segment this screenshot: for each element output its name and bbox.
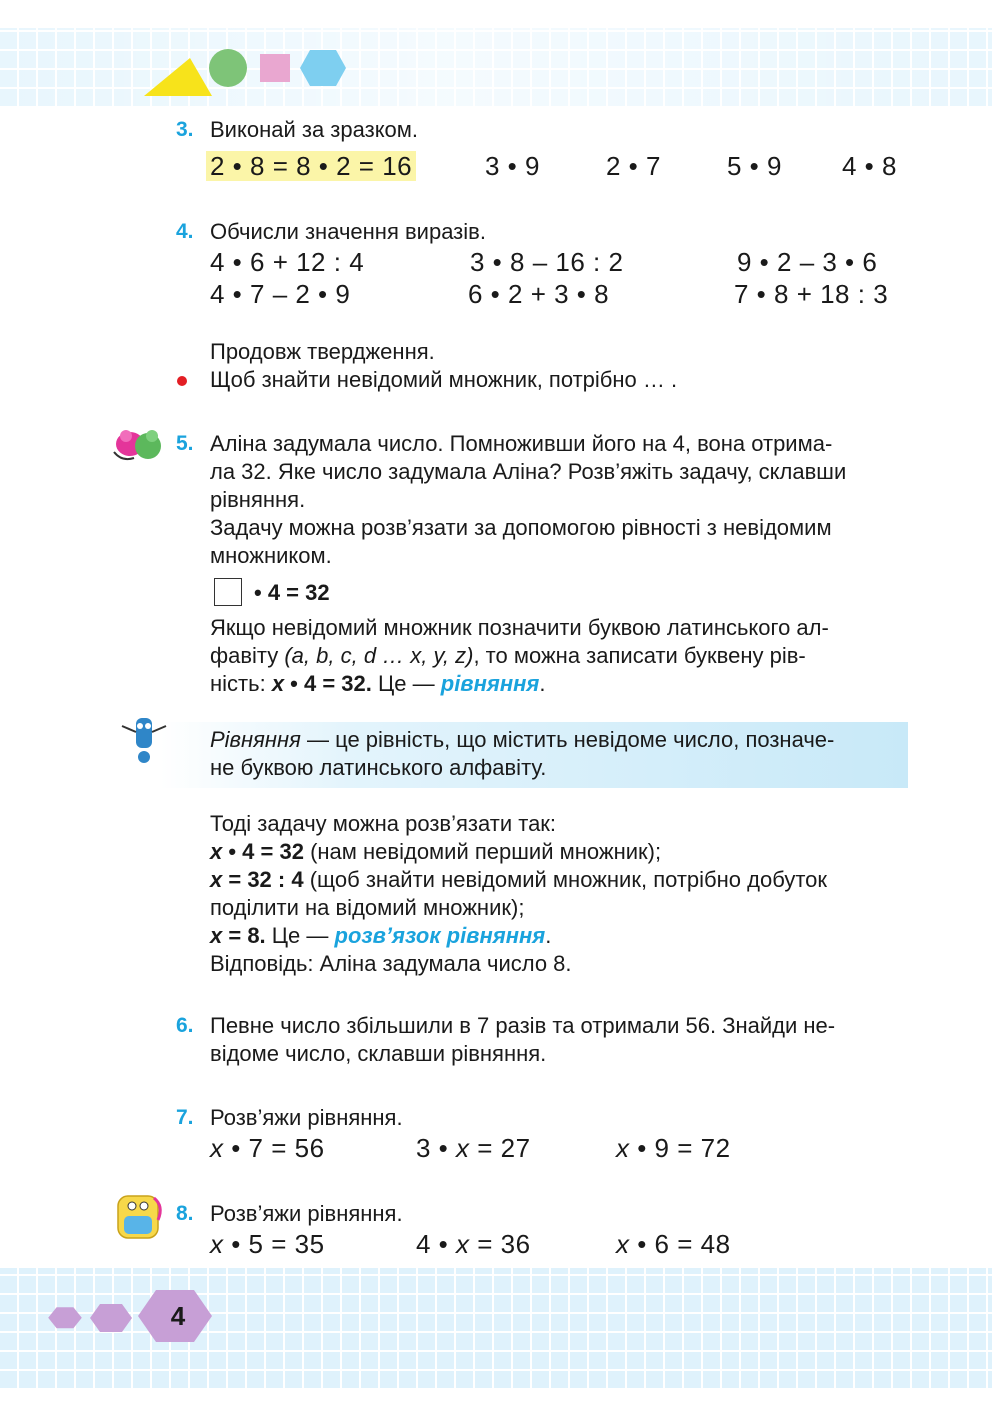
equation: x • 5 = 35	[210, 1229, 325, 1259]
task-instruction: Розв’яжи рівняння.	[210, 1105, 403, 1130]
task-number: 8.	[176, 1202, 194, 1225]
equation: 4 • x = 36	[416, 1229, 531, 1259]
problem-text-line: ла 32. Яке число задумала Аліна? Розв’яжіть задачу, склавши	[210, 459, 847, 484]
empty-box-icon	[214, 578, 242, 606]
task-number: 3.	[176, 118, 194, 141]
solution-step: x • 4 = 32 (нам невідомий перший множник);	[210, 839, 662, 864]
task-number: 7.	[176, 1106, 194, 1129]
problem-text-line: фавіту (a, b, c, d … x, y, z), то можна записати буквену рів-	[210, 643, 806, 668]
definition-line: Рівняння — це рівність, що містить невідоме число, позначе-	[210, 727, 835, 752]
expression: 3 • 8 – 16 : 2	[470, 247, 624, 277]
expression: 6 • 2 + 3 • 8	[468, 279, 610, 309]
equation: 3 • x = 27	[416, 1133, 531, 1163]
equation: x • 9 = 72	[616, 1133, 731, 1163]
shapes-decoration	[140, 44, 350, 100]
task-instruction: Розв’яжи рівняння.	[210, 1201, 403, 1226]
problem-text-line: Певне число збільшили в 7 разів та отримали 56. Знайди не-	[210, 1013, 836, 1038]
task-number: 5.	[176, 432, 194, 455]
task-number: 4.	[176, 220, 194, 243]
exercise-item: 3 • 9	[485, 151, 540, 181]
exercise-item: 5 • 9	[727, 151, 782, 181]
problem-text-line: Якщо невідомий множник позначити буквою латинського ал-	[210, 615, 829, 640]
task-instruction: Обчисли значення виразів.	[210, 219, 486, 244]
solution-step: x = 32 : 4 (щоб знайти невідомий множник, потрібно добуток	[210, 867, 828, 892]
exercise-item: 2 • 7	[606, 151, 661, 181]
circle-icon	[209, 49, 247, 87]
page-number: 4	[170, 1301, 186, 1331]
problem-text-line: Аліна задумала число. Помноживши його на 4, вона отрима-	[210, 431, 833, 456]
bullet-icon	[177, 376, 187, 386]
hexagon-icon	[300, 50, 346, 86]
continue-label: Продовж твердження.	[210, 339, 435, 364]
statement: Щоб знайти невідомий множник, потрібно … .	[210, 367, 678, 392]
equation: x • 7 = 56	[210, 1133, 325, 1163]
backpack-homework-icon	[110, 1186, 166, 1242]
expression: 4 • 7 – 2 • 9	[210, 279, 351, 309]
box-equation: • 4 = 32	[214, 578, 330, 607]
expression: 7 • 8 + 18 : 3	[734, 279, 889, 309]
expression: 4 • 6 + 12 : 4	[210, 247, 365, 277]
solution-step: x = 8. Це — розв’язок рівняння.	[210, 923, 552, 948]
equation: x • 6 = 48	[616, 1229, 731, 1259]
problem-text-line: рівняння.	[210, 487, 306, 512]
group-work-icon	[110, 422, 170, 464]
solution-step: поділити на відомий множник);	[210, 895, 525, 920]
definition-line: не буквою латинського алфавіту.	[210, 755, 547, 780]
problem-text-line: відоме число, склавши рівняння.	[210, 1041, 547, 1066]
solution-intro: Тоді задачу можна розв’язати так:	[210, 811, 557, 836]
sample-equation: 2 • 8 = 8 • 2 = 16	[206, 150, 416, 182]
solution-answer: Відповідь: Аліна задумала число 8.	[210, 951, 572, 976]
task-number: 6.	[176, 1014, 194, 1037]
triangle-icon	[144, 58, 212, 96]
exclamation-mascot-icon	[118, 712, 170, 766]
problem-text-line: множником.	[210, 543, 332, 568]
exercise-item: 4 • 8	[842, 151, 897, 181]
expression: 9 • 2 – 3 • 6	[737, 247, 878, 277]
problem-text-line: ність: x • 4 = 32. Це — рівняння.	[210, 671, 546, 696]
problem-text-line: Задачу можна розв’язати за допомогою рівності з невідомим	[210, 515, 832, 540]
task-instruction: Виконай за зразком.	[210, 117, 419, 142]
square-icon	[260, 54, 290, 82]
